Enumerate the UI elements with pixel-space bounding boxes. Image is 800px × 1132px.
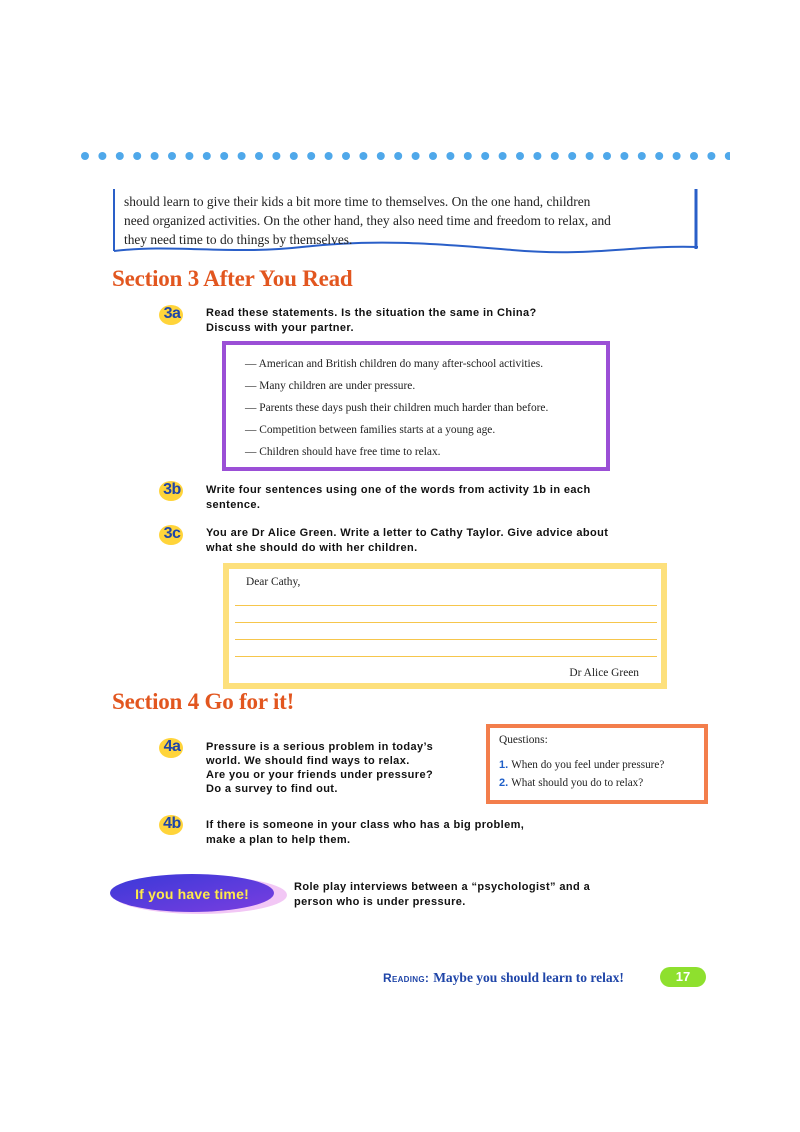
- divider-dot: [481, 152, 489, 160]
- divider-dot: [516, 152, 524, 160]
- activity-badge-4a: 4a: [157, 737, 187, 757]
- divider-dot: [673, 152, 681, 160]
- divider-dot: [568, 152, 576, 160]
- divider-dot: [725, 152, 730, 160]
- divider-dot: [394, 152, 402, 160]
- divider-dot: [133, 152, 141, 160]
- if-you-have-time-instruction: Role play interviews between a “psychologist” and a person who is under pressure.: [294, 881, 591, 908]
- divider-dot: [307, 152, 315, 160]
- divider-dot: [220, 152, 228, 160]
- divider-dot: [377, 152, 385, 160]
- if-you-have-time-label: If you have time!: [135, 886, 249, 902]
- dotted-divider: [80, 150, 730, 162]
- statement-item: — Many children are under pressure.: [245, 380, 416, 392]
- divider-dot: [272, 152, 280, 160]
- activity-badge-3b: 3b: [157, 480, 187, 500]
- writing-line: [235, 605, 657, 606]
- activity-3b-instruction: Write four sentences using one of the words from activity 1b in each sentence.: [206, 484, 591, 511]
- divider-dot: [603, 152, 611, 160]
- divider-dot: [620, 152, 628, 160]
- passage-line: they need time to do things by themselves.: [124, 232, 353, 247]
- divider-dot: [446, 152, 454, 160]
- activity-4a-instruction: Pressure is a serious problem in today’s world. We should find ways to relax. Are you or your friends under pressure? Do a survey to find out.: [206, 741, 434, 795]
- statement-item: — Children should have free time to relax.: [245, 446, 441, 458]
- writing-line: [235, 639, 657, 640]
- question-item: 2. What should you do to relax?: [499, 777, 644, 789]
- divider-dot: [325, 152, 333, 160]
- activity-badge-3c: 3c: [157, 524, 187, 544]
- divider-dot: [359, 152, 367, 160]
- letter-writing-box: [223, 563, 667, 689]
- letter-greeting: Dear Cathy,: [246, 576, 301, 588]
- statements-box: [222, 341, 610, 471]
- passage-line: should learn to give their kids a bit more time to themselves. On the one hand, children: [124, 194, 591, 209]
- page-number: 17: [660, 967, 706, 987]
- footer-title: Maybe you should learn to relax!: [433, 970, 624, 985]
- if-you-have-time-badge: [110, 874, 288, 914]
- divider-dot: [412, 152, 420, 160]
- activity-badge-3a: 3a: [157, 304, 187, 324]
- divider-dot: [98, 152, 106, 160]
- divider-dot: [81, 152, 89, 160]
- divider-dot: [238, 152, 246, 160]
- statement-item: — Competition between families starts at a young age.: [245, 424, 496, 436]
- passage-line: need organized activities. On the other hand, they also need time and freedom to relax, and: [124, 213, 611, 228]
- reading-passage-excerpt: [112, 189, 698, 253]
- divider-dot: [151, 152, 159, 160]
- divider-dot: [655, 152, 663, 160]
- divider-dot: [499, 152, 507, 160]
- page-footer: [383, 967, 624, 989]
- question-item: 1. When do you feel under pressure?: [499, 759, 665, 771]
- divider-dot: [116, 152, 124, 160]
- divider-dot: [638, 152, 646, 160]
- divider-dot: [551, 152, 559, 160]
- divider-dot: [342, 152, 350, 160]
- section-3-title: Section 3 After You Read: [112, 266, 353, 291]
- activity-4b-instruction: If there is someone in your class who has a big problem, make a plan to help them.: [206, 819, 525, 846]
- divider-dot: [185, 152, 193, 160]
- questions-title: Questions:: [499, 734, 548, 746]
- writing-line: [235, 656, 657, 657]
- section-4-title: Section 4 Go for it!: [112, 689, 295, 714]
- activity-3c-instruction: You are Dr Alice Green. Write a letter to Cathy Taylor. Give advice about what she should do with her children.: [206, 527, 609, 554]
- letter-signature: Dr Alice Green: [569, 667, 639, 679]
- divider-dot: [533, 152, 541, 160]
- divider-dot: [586, 152, 594, 160]
- survey-questions-box: [486, 724, 708, 804]
- divider-dot: [707, 152, 715, 160]
- divider-dot: [429, 152, 437, 160]
- activity-3a-instruction: Read these statements. Is the situation the same in China? Discuss with your partner.: [206, 307, 537, 334]
- divider-dot: [464, 152, 472, 160]
- statement-item: — American and British children do many after-school activities.: [245, 358, 544, 370]
- writing-line: [235, 622, 657, 623]
- divider-dot: [255, 152, 263, 160]
- divider-dot: [690, 152, 698, 160]
- divider-dot: [203, 152, 211, 160]
- statement-item: — Parents these days push their children much harder than before.: [245, 402, 549, 414]
- activity-badge-4b: 4b: [157, 814, 187, 834]
- footer-unit-label: Reading:: [383, 971, 430, 985]
- divider-dot: [168, 152, 176, 160]
- divider-dot: [290, 152, 298, 160]
